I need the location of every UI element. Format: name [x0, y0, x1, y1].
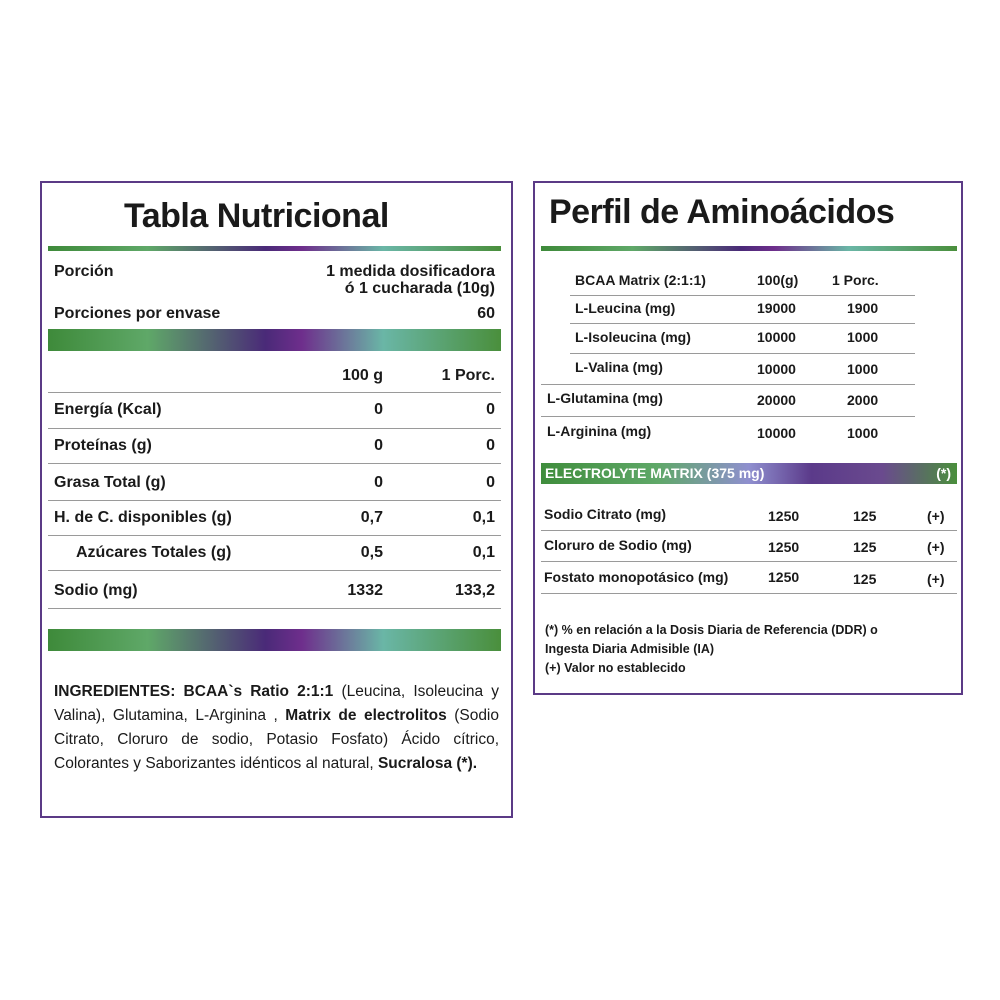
valine-porc: 1000: [847, 361, 879, 377]
phosphate-note: (+): [927, 571, 945, 587]
row-carbs-label: H. de C. disponibles (g): [54, 509, 232, 526]
portion-value-line1: 1 medida dosificadora: [326, 263, 495, 280]
row-protein-porc: 0: [486, 437, 495, 454]
row-divider: [570, 353, 915, 354]
row-protein-label: Proteínas (g): [54, 437, 152, 454]
glutamine-100g: 20000: [757, 392, 796, 408]
row-energy-label: Energía (Kcal): [54, 401, 162, 418]
row-carbs-porc: 0,1: [472, 509, 495, 526]
sodium-citrate-100g: 1250: [768, 508, 800, 524]
leucine-label: L-Leucina (mg): [575, 300, 676, 316]
row-divider: [48, 428, 501, 429]
ingredients-part: (Leucina, Isoleucina y Valina), Glutamina, L-Arginina ,: [54, 683, 500, 724]
row-energy-100g: 0: [374, 401, 383, 418]
sodium-chloride-100g: 1250: [768, 539, 800, 555]
row-divider: [48, 570, 501, 571]
row-divider: [48, 535, 501, 536]
title-divider: [541, 246, 957, 251]
ingredients-text: [54, 680, 499, 776]
sodium-citrate-porc: 125: [853, 508, 877, 524]
row-divider: [541, 530, 957, 531]
gradient-band-bottom: [48, 629, 501, 651]
electrolyte-matrix-mark: (*): [936, 465, 951, 481]
arginine-100g: 10000: [757, 425, 796, 441]
glutamine-porc: 2000: [847, 392, 879, 408]
servings-value: 60: [477, 305, 495, 322]
row-sugars-porc: 0,1: [472, 544, 495, 561]
row-divider: [541, 593, 957, 594]
row-divider: [48, 463, 501, 464]
bcaa-header-label: BCAA Matrix (2:1:1): [575, 272, 706, 288]
isoleucine-porc: 1000: [847, 329, 879, 345]
footnote-not-established: (+) Valor no establecido: [545, 661, 686, 675]
amino-profile-panel: [533, 181, 963, 695]
electrolyte-matrix-band: [541, 463, 957, 484]
title-divider: [48, 246, 501, 251]
glutamine-label: L-Glutamina (mg): [547, 390, 663, 406]
phosphate-100g: 1250: [768, 569, 800, 585]
row-sugars-100g: 0,5: [360, 544, 383, 561]
row-fat-100g: 0: [374, 474, 383, 491]
row-divider: [541, 384, 915, 385]
valine-label: L-Valina (mg): [575, 359, 663, 375]
row-carbs-100g: 0,7: [360, 509, 383, 526]
row-energy-porc: 0: [486, 401, 495, 418]
arginine-porc: 1000: [847, 425, 879, 441]
sodium-citrate-label: Sodio Citrato (mg): [544, 506, 667, 522]
ingredients-part: (Sodio Citrato, Cloruro de sodio, Potasio Fosfato) Ácido cítrico, Colorantes y Saborizantes idénticos al natural,: [54, 707, 499, 772]
phosphate-porc: 125: [853, 571, 877, 587]
ingredients-electrolyte: Matrix de electrolitos: [285, 707, 447, 724]
sodium-chloride-label: Cloruro de Sodio (mg): [544, 537, 692, 553]
row-fat-porc: 0: [486, 474, 495, 491]
isoleucine-label: L-Isoleucina (mg): [575, 329, 691, 345]
col-header-porc: 1 Porc.: [441, 367, 495, 384]
ingredients-heading: INGREDIENTES: BCAA`s Ratio 2:1:1: [54, 683, 334, 700]
bcaa-header-100g: 100(g): [757, 272, 799, 288]
row-sodium-100g: 1332: [347, 582, 383, 599]
nutrition-table-panel: [40, 181, 513, 818]
gradient-band-top: [48, 329, 501, 351]
col-header-100g: 100 g: [342, 367, 383, 384]
phosphate-label: Fostato monopotásico (mg): [544, 569, 729, 585]
sodium-chloride-note: (+): [927, 539, 945, 555]
leucine-porc: 1900: [847, 300, 879, 316]
leucine-100g: 19000: [757, 300, 796, 316]
row-sodium-porc: 133,2: [454, 582, 495, 599]
row-divider: [570, 295, 915, 296]
footnote-ddr: (*) % en relación a la Dosis Diaria de Referencia (DDR) o: [545, 623, 878, 637]
isoleucine-100g: 10000: [757, 329, 796, 345]
row-divider: [570, 323, 915, 324]
ingredients-sweetener: Sucralosa (*).: [377, 755, 478, 772]
bcaa-header-porc: 1 Porc.: [832, 272, 879, 288]
row-divider: [541, 561, 957, 562]
amino-title: Perfil de Aminoácidos: [549, 193, 895, 231]
electrolyte-matrix-label: ELECTROLYTE MATRIX (375 mg): [545, 465, 765, 481]
portion-label: Porción: [54, 263, 114, 280]
arginine-label: L-Arginina (mg): [547, 423, 652, 439]
row-divider: [48, 392, 501, 393]
row-fat-label: Grasa Total (g): [54, 474, 166, 491]
sodium-chloride-porc: 125: [853, 539, 877, 555]
sodium-citrate-note: (+): [927, 508, 945, 524]
nutrition-title: Tabla Nutricional: [124, 197, 389, 235]
portion-value-line2: ó 1 cucharada (10g): [344, 280, 495, 297]
row-divider: [541, 416, 915, 417]
row-protein-100g: 0: [374, 437, 383, 454]
row-divider: [48, 608, 501, 609]
row-sodium-label: Sodio (mg): [54, 582, 138, 599]
servings-label: Porciones por envase: [54, 305, 221, 322]
footnote-ia: Ingesta Diaria Admisible (IA): [545, 642, 715, 656]
row-divider: [48, 500, 501, 501]
valine-100g: 10000: [757, 361, 796, 377]
row-sugars-label: Azúcares Totales (g): [76, 544, 232, 561]
